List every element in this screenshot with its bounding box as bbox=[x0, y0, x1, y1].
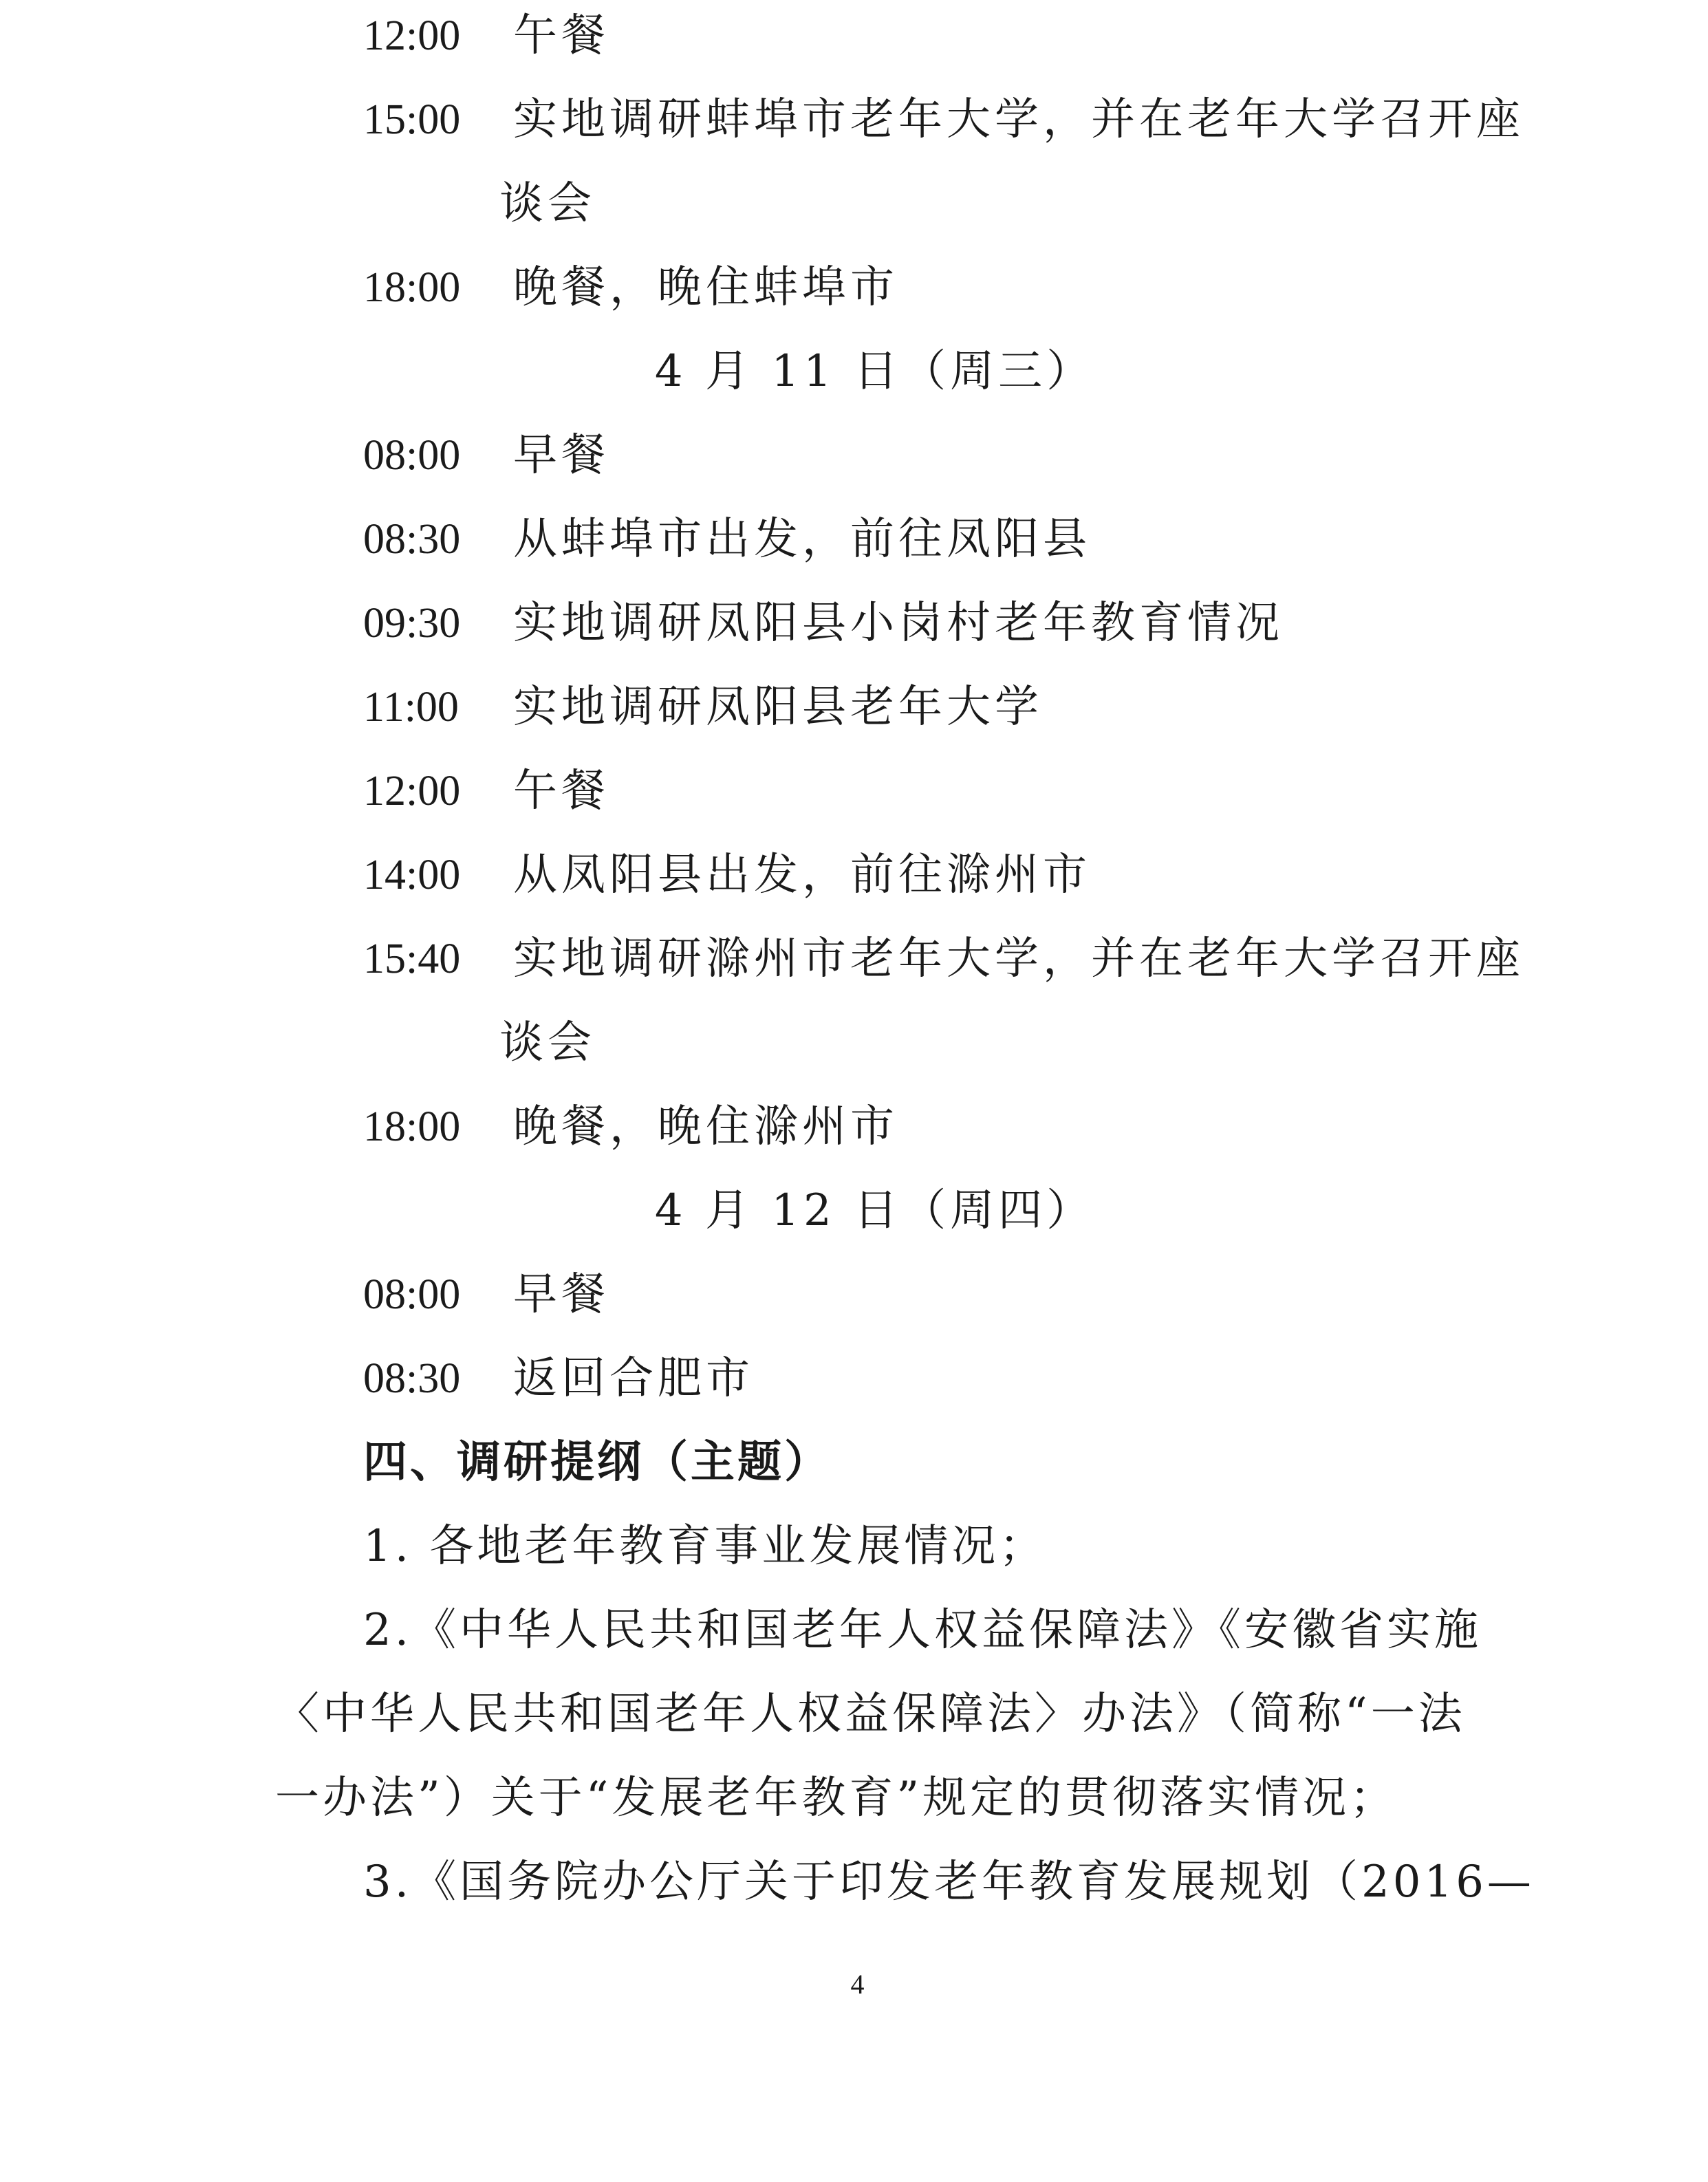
section-heading: 四、调研提纲（主题） bbox=[363, 1437, 831, 1488]
schedule-time: 14:00 bbox=[363, 852, 461, 898]
schedule-time: 18:00 bbox=[363, 264, 461, 311]
schedule-desc: 早餐 bbox=[513, 430, 609, 481]
schedule-desc: 实地调研凤阳县小岗村老年教育情况 bbox=[513, 598, 1284, 649]
outline-item-2-line-3: 一办法”）关于“发展老年教育”规定的贯彻落实情况； bbox=[275, 1773, 1398, 1824]
schedule-time: 12:00 bbox=[363, 768, 461, 814]
schedule-time: 11:00 bbox=[363, 684, 459, 731]
date-heading: 4 月 11 日（周三） bbox=[654, 346, 1095, 397]
schedule-desc: 返回合肥市 bbox=[513, 1353, 754, 1404]
schedule-time: 15:40 bbox=[363, 936, 461, 982]
schedule-desc: 实地调研滁州市老年大学，并在老年大学召开座 bbox=[513, 933, 1524, 984]
schedule-time: 09:30 bbox=[363, 600, 461, 647]
schedule-desc: 早餐 bbox=[513, 1269, 609, 1320]
outline-item-1: 1. 各地老年教育事业发展情况； bbox=[363, 1521, 1047, 1572]
outline-item-2-line-2: 〈中华人民共和国老年人权益保障法〉办法》（简称“一法 bbox=[275, 1689, 1466, 1740]
schedule-desc: 午餐 bbox=[513, 10, 609, 61]
schedule-time: 12:00 bbox=[363, 12, 461, 59]
schedule-time: 08:30 bbox=[363, 516, 461, 563]
schedule-desc-continuation: 谈会 bbox=[499, 1017, 596, 1068]
schedule-desc: 从蚌埠市出发，前往凤阳县 bbox=[513, 514, 1091, 565]
schedule-desc: 午餐 bbox=[513, 766, 609, 817]
schedule-desc: 实地调研蚌埠市老年大学，并在老年大学召开座 bbox=[513, 94, 1524, 145]
schedule-time: 18:00 bbox=[363, 1103, 461, 1150]
schedule-desc-continuation: 谈会 bbox=[499, 178, 596, 229]
outline-item-2-line-1: 2.《中华人民共和国老年人权益保障法》《安徽省实施 bbox=[363, 1605, 1482, 1656]
schedule-desc: 晚餐，晚住滁州市 bbox=[513, 1101, 898, 1152]
schedule-desc: 晚餐，晚住蚌埠市 bbox=[513, 262, 898, 313]
schedule-desc: 从凤阳县出发，前往滁州市 bbox=[513, 850, 1091, 900]
schedule-time: 08:00 bbox=[363, 1271, 461, 1318]
schedule-time: 08:30 bbox=[363, 1355, 461, 1402]
date-heading: 4 月 12 日（周四） bbox=[654, 1185, 1095, 1236]
schedule-time: 08:00 bbox=[363, 432, 461, 479]
page-number: 4 bbox=[850, 1969, 865, 2000]
outline-item-3-line-1: 3.《国务院办公厅关于印发老年教育发展规划（2016— bbox=[363, 1857, 1535, 1908]
schedule-desc: 实地调研凤阳县老年大学 bbox=[513, 682, 1043, 733]
schedule-time: 15:00 bbox=[363, 96, 461, 143]
